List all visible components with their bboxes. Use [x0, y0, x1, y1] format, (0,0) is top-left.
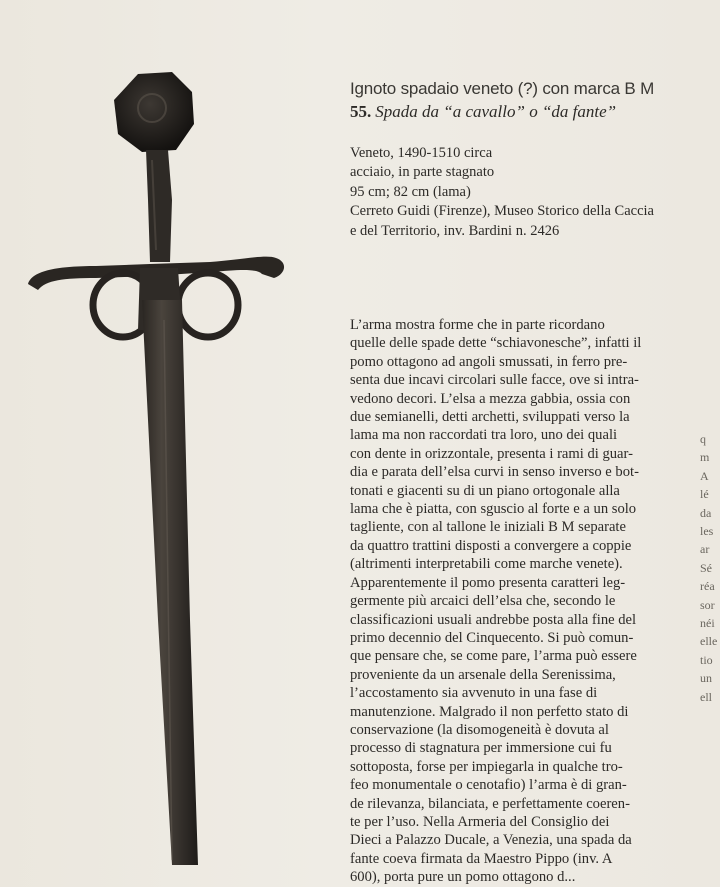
entry-number: 55. [350, 102, 372, 121]
margin-fragment: lé [700, 487, 709, 502]
body-line: pomo ottagono ad angoli smussati, in ferro pre- [350, 353, 628, 370]
body-line: germente più arcaici dell’elsa che, secondo le [350, 593, 616, 610]
entry-title [350, 101, 700, 123]
margin-fragment: ell [700, 689, 712, 704]
side-ring-right [178, 273, 238, 337]
margin-fragment: Sé [700, 560, 712, 575]
body-line: que pensare che, se come pare, l’arma può essere [350, 648, 637, 665]
body-line: con dente in orizzontale, presenta i rami di guar- [350, 445, 633, 462]
body-line: tonati e giacenti su di un piano ortogonale alla [350, 482, 620, 499]
body-line: conservazione (la disomogeneità è dovuta al [350, 721, 609, 738]
margin-fragment: réa [700, 579, 715, 594]
body-line: tagliente, con al tallone le iniziali B M separate [350, 519, 626, 536]
entry-header [350, 78, 700, 123]
entry-description [350, 316, 690, 887]
margin-fragment: A [700, 468, 709, 483]
blade [142, 300, 198, 865]
body-line: l’accostamento sia avvenuto in una fase di [350, 685, 598, 702]
margin-fragment: elle [700, 634, 718, 649]
body-line: manutenzione. Malgrado il non perfetto stato di [350, 703, 629, 720]
body-line: Dieci a Palazzo Ducale, a Venezia, una spada da [350, 832, 632, 849]
meta-line: e del Territorio, inv. Bardini n. 2426 [350, 222, 560, 239]
margin-fragment: m [700, 450, 710, 465]
margin-fragment: néi [700, 616, 715, 631]
meta-line: acciaio, in parte stagnato [350, 164, 495, 181]
body-line: de rilevanza, bilanciata, e perfettamente coeren- [350, 795, 630, 812]
entry-name: Spada da “a cavallo” o “da fante” [375, 102, 617, 121]
body-line: dia e parata dell’elsa curvi in senso inverso e bot- [350, 464, 639, 481]
entry-author: Ignoto spadaio veneto (?) con marca B M [350, 79, 655, 98]
entry-metadata [350, 144, 710, 241]
body-line: fante coeva firmata da Maestro Pippo (inv. A [350, 850, 613, 867]
body-line: sottoposta, forse per impiegarla in qualche tro- [350, 758, 623, 775]
margin-fragment: sor [700, 597, 715, 612]
body-line: lama ma non raccordati tra loro, uno dei quali [350, 427, 618, 444]
body-line: (altrimenti interpretabili come marche venete). [350, 556, 623, 573]
margin-fragment: da [700, 505, 712, 520]
body-line: te per l’uso. Nella Armeria del Consiglio dei [350, 813, 610, 830]
body-line: classificazioni usuali andrebbe posta alla fine del [350, 611, 637, 628]
body-line: 600), porta pure un pomo ottagono d... [350, 869, 576, 886]
meta-line: 95 cm; 82 cm (lama) [350, 183, 471, 200]
sword-illustration [0, 0, 300, 865]
body-line: quelle delle spade dette “schiavonesche”, infatti il [350, 335, 642, 352]
body-line: feo monumentale o cenotafio) l’arma è di gran- [350, 777, 627, 794]
pommel [114, 72, 194, 152]
margin-fragment: ar [700, 542, 710, 557]
margin-fragment: les [700, 524, 714, 539]
body-line: vedono decori. L’elsa a mezza gabbia, ossia con [350, 390, 631, 407]
body-line: L’arma mostra forme che in parte ricordano [350, 317, 605, 333]
meta-line: Cerreto Guidi (Firenze), Museo Storico della Caccia [350, 203, 654, 220]
body-line: lama che è piatta, con sguscio al forte e a un solo [350, 501, 637, 518]
margin-fragment: tio [700, 652, 713, 667]
body-line: Apparentemente il pomo presenta caratteri leg- [350, 574, 626, 591]
body-line: processo di stagnatura per immersione cui fu [350, 740, 612, 757]
body-line: primo decennio del Cinquecento. Si può comun- [350, 629, 634, 646]
meta-line: Veneto, 1490-1510 circa [350, 145, 493, 161]
body-line: proveniente da un arsenale della Serenissima, [350, 666, 616, 683]
body-line: senta due incavi circolari sulle facce, ove si intra- [350, 372, 639, 389]
grip [146, 150, 172, 262]
margin-fragment: q [700, 432, 706, 446]
body-line: due semianelli, detti archetti, sviluppati verso la [350, 409, 630, 426]
margin-fragment: un [700, 671, 712, 686]
body-line: da quattro trattini disposti a convergere a coppie [350, 537, 632, 554]
next-page-fragments [700, 430, 720, 706]
